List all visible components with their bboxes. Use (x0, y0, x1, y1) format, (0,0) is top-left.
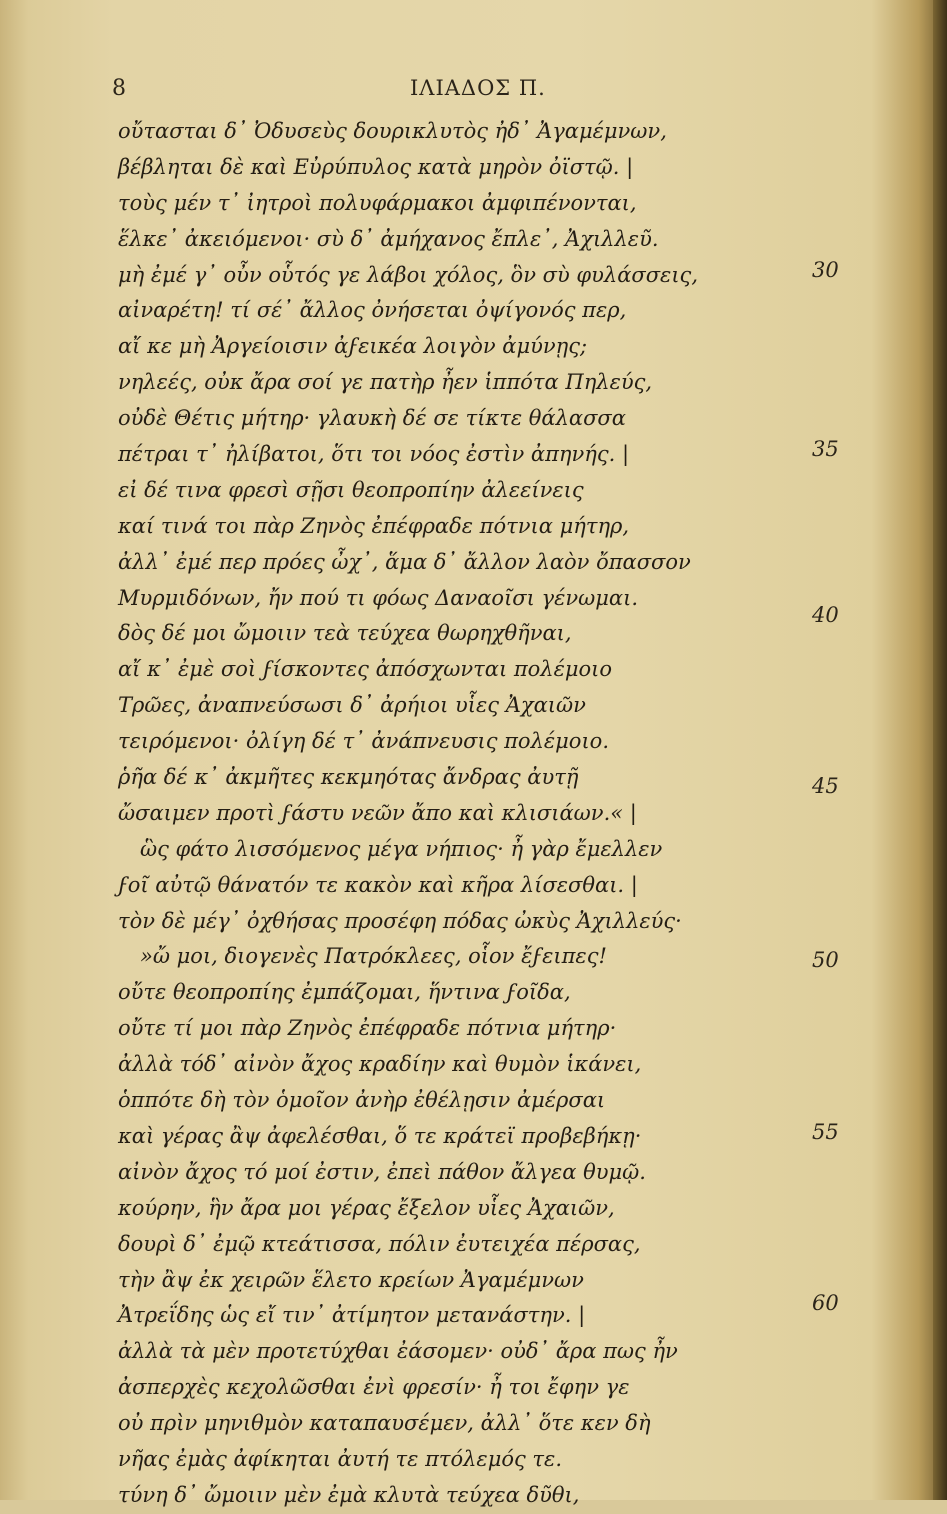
verse-line: οὔτασται δ᾽ Ὀδυσεὺς δουρικλυτὸς ἠδ᾽ Ἀγαμέμνων, (118, 119, 667, 143)
line-number: 45 (812, 774, 839, 798)
verse-text (118, 114, 718, 1514)
verse-line: οὔτε θεοπροπίης ἐμπάζομαι, ἥντινα ϝοῖδα, (118, 980, 571, 1005)
page-binding-edge (933, 0, 947, 1500)
verse-line: Τρῶες, ἀναπνεύσωσι δ᾽ ἀρήιοι υἷες Ἀχαιῶν (118, 693, 586, 718)
verse-line: οὐ πρὶν μηνιθμὸν καταπαυσέμεν, ἀλλ᾽ ὅτε κεν δὴ (118, 1411, 651, 1436)
verse-line: αἰναρέτη! τί σέ᾽ ἄλλος ὀνήσεται ὀψίγονός περ, (118, 298, 627, 323)
verse-line: οὔτε τί μοι πὰρ Ζηνὸς ἐπέφραδε πότνια μήτηρ· (118, 1016, 617, 1041)
verse-line: ἀλλ᾽ ἐμέ περ πρόες ὦχ᾽, ἅμα δ᾽ ἄλλον λαὸν ὄπασσον (118, 549, 691, 574)
verse-line: μὴ ἐμέ γ᾽ οὖν οὗτός γε λάβοι χόλος, ὃν σὺ φυλάσσεις, (118, 262, 698, 287)
verse-line: τύνη δ᾽ ὤμοιιν μὲν ἐμὰ κλυτὰ τεύχεα δῦθι, (118, 1482, 580, 1507)
line-number: 55 (812, 1120, 839, 1144)
verse-line: τὴν ἂψ ἐκ χειρῶν ἕλετο κρείων Ἀγαμέμνων (118, 1267, 584, 1292)
verse-line: Μυρμιδόνων, ἤν πού τι φόως Δαναοῖσι γένωμαι. (118, 585, 638, 610)
verse-line: βέβληται δὲ καὶ Εὐρύπυλος κατὰ μηρὸν ὀϊστῷ. | (118, 154, 634, 179)
line-number: 50 (812, 948, 839, 972)
verse-line: νηλεές, οὐκ ἄρα σοί γε πατὴρ ἦεν ἱππότα Πηλεύς, (118, 370, 653, 395)
verse-line: καὶ γέρας ἂψ ἀφελέσθαι, ὅ τε κράτεϊ προβεβήκῃ· (118, 1123, 642, 1148)
verse-line: τειρόμενοι· ὀλίγη δέ τ᾽ ἀνάπνευσις πολέμοιο. (118, 729, 609, 754)
page-number: 8 (112, 76, 126, 101)
verse-line: ἕλκε᾽ ἀκειόμενοι· σὺ δ᾽ ἀμήχανος ἔπλε᾽, Ἀχιλλεῦ. (118, 226, 659, 251)
running-head: ΙΛΙΑΔΟΣ Π. (410, 76, 546, 100)
verse-line: ἀλλὰ τὰ μὲν προτετύχθαι ἐάσομεν· οὐδ᾽ ἄρα πως ἦν (118, 1339, 678, 1364)
verse-line: αἰνὸν ἄχος τό μοί ἐστιν, ἐπεὶ πάθον ἄλγεα θυμῷ. (118, 1159, 646, 1184)
line-number: 40 (812, 603, 839, 627)
verse-line: τοὺς μέν τ᾽ ἰητροὶ πολυφάρμακοι ἀμφιπένονται, (118, 190, 637, 215)
verse-line: κούρην, ἣν ἄρα μοι γέρας ἔξελον υἷες Ἀχαιῶν, (118, 1195, 615, 1220)
verse-line: ὤσαιμεν προτὶ ϝάστυ νεῶν ἄπο καὶ κλισιάων.« | (118, 800, 637, 825)
verse-line: ἀλλὰ τόδ᾽ αἰνὸν ἄχος κραδίην καὶ θυμὸν ἱκάνει, (118, 1052, 642, 1077)
verse-line: πέτραι τ᾽ ἠλίβατοι, ὅτι τοι νόος ἐστὶν ἀπηνής. | (118, 442, 630, 467)
verse-line: ἀσπερχὲς κεχολῶσθαι ἐνὶ φρεσίν· ἦ τοι ἔφην γε (118, 1375, 630, 1400)
verse-line: εἰ δέ τινα φρεσὶ σῇσι θεοπροπίην ἀλεείνεις (118, 477, 584, 502)
verse-line: καί τινά τοι πὰρ Ζηνὸς ἐπέφραδε πότνια μήτηρ, (118, 513, 630, 538)
verse-line: ὣς φάτο λισσόμενος μέγα νήπιος· ἦ γὰρ ἔμελλεν (140, 836, 663, 861)
verse-line: τὸν δὲ μέγ᾽ ὀχθήσας προσέφη πόδας ὠκὺς Ἀχιλλεύς· (118, 908, 682, 933)
verse-line: αἴ κ᾽ ἐμὲ σοὶ ϝίσκοντες ἀπόσχωνται πολέμοιο (118, 657, 613, 682)
verse-line: δουρὶ δ᾽ ἐμῷ κτεάτισσα, πόλιν ἐυτειχέα πέρσας, (118, 1231, 641, 1256)
verse-line: ῥῆα δέ κ᾽ ἀκμῆτες κεκμηότας ἄνδρας ἀυτῇ (118, 765, 579, 790)
verse-line: αἴ κε μὴ Ἀργείοισιν ἀϝεικέα λοιγὸν ἀμύνῃς; (118, 334, 588, 359)
verse-line: »ὤ μοι, διογενὲς Πατρόκλεες, οἷον ἔϝειπες! (140, 944, 607, 969)
verse-line: δὸς δέ μοι ὤμοιιν τεὰ τεύχεα θωρηχθῆναι, (118, 621, 572, 646)
line-number: 60 (812, 1291, 839, 1315)
verse-line: Ἀτρεΐδης ὡς εἴ τιν᾽ ἀτίμητον μετανάστην. | (118, 1303, 586, 1328)
verse-line: οὐδὲ Θέτις μήτηρ· γλαυκὴ δέ σε τίκτε θάλασσα (118, 406, 626, 431)
line-number: 30 (812, 258, 839, 282)
verse-line: νῆας ἐμὰς ἀφίκηται ἀυτή τε πτόλεμός τε. (118, 1446, 562, 1471)
line-number: 35 (812, 437, 839, 461)
verse-line: ϝοῖ αὐτῷ θάνατόν τε κακὸν καὶ κῆρα λίσεσθαι. | (118, 872, 638, 897)
verse-line: ὁππότε δὴ τὸν ὁμοῖον ἀνὴρ ἐθέλῃσιν ἀμέρσαι (118, 1088, 606, 1113)
